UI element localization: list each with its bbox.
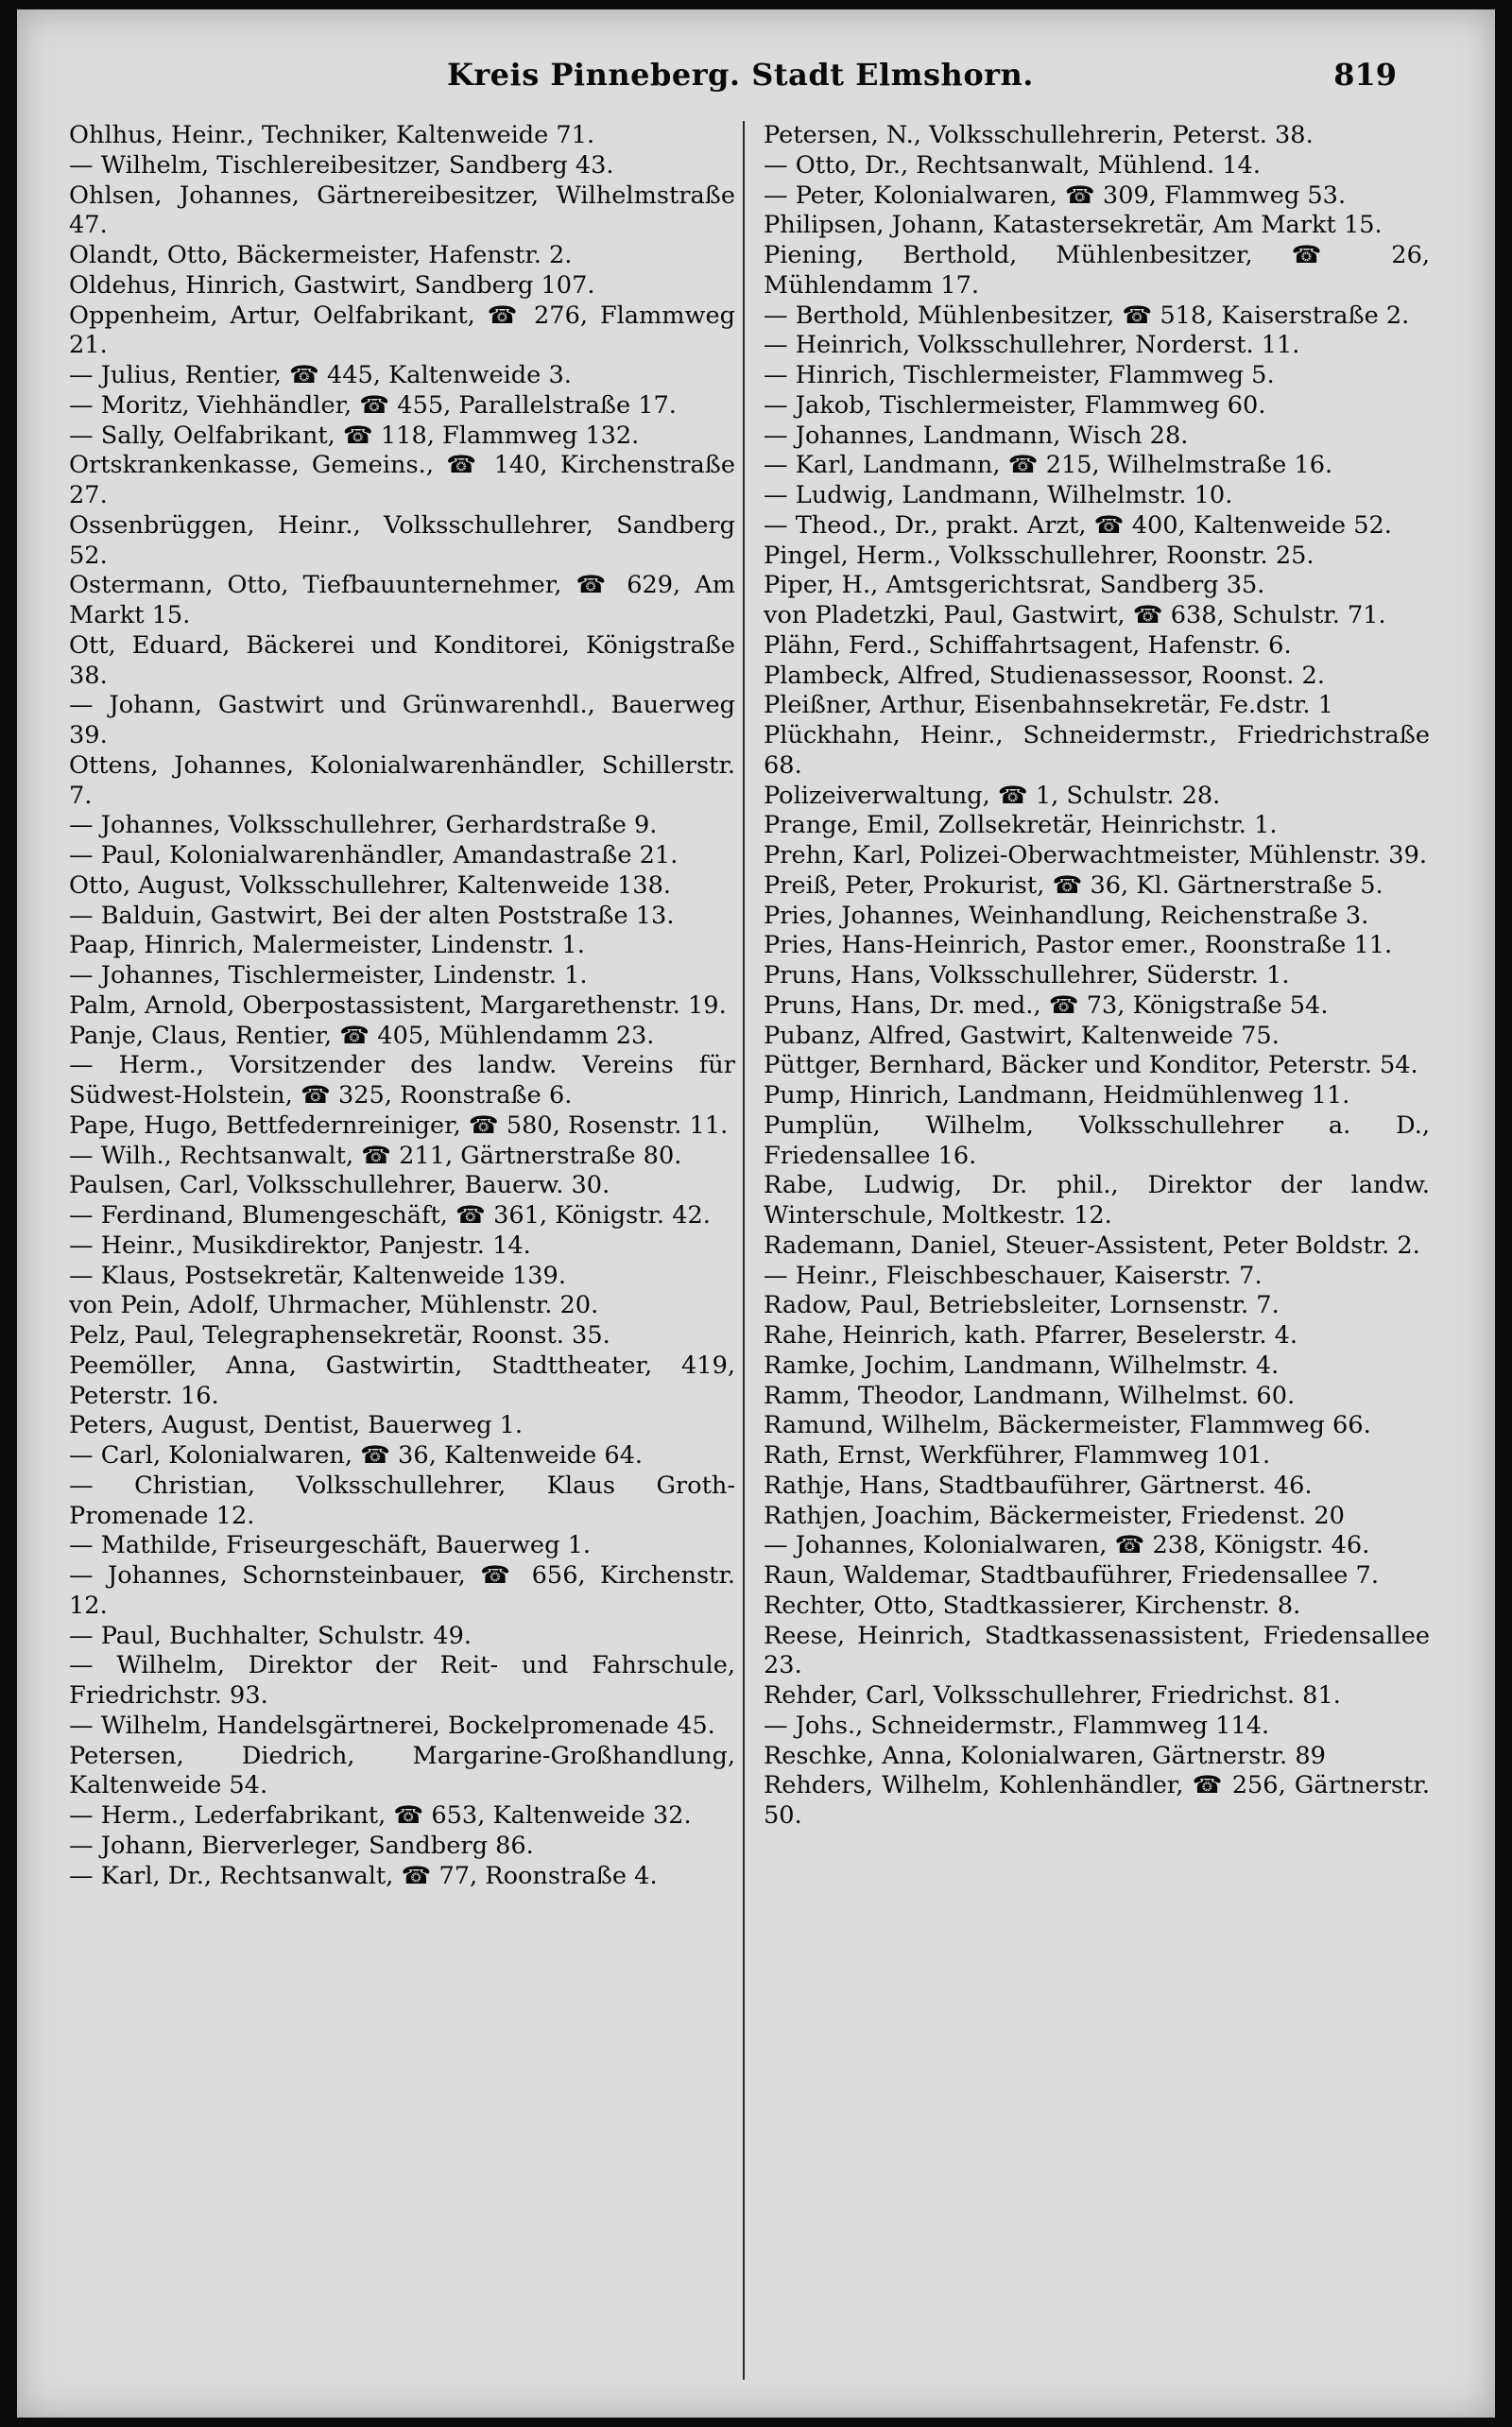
directory-entry: — Heinrich, Volksschullehrer, Norderst. 11.: [764, 331, 1300, 360]
directory-entry: Peemöller, Anna, Gastwirtin, Stadttheater, 419, Peterstr. 16.: [69, 1351, 735, 1410]
directory-entry: von Pladetzki, Paul, Gastwirt, ☎ 638, Schulstr. 71.: [764, 601, 1386, 629]
directory-entry: — Otto, Dr., Rechtsanwalt, Mühlend. 14.: [764, 150, 1261, 180]
page-header: [17, 51, 1495, 100]
directory-entry: — Ferdinand, Blumengeschäft, ☎ 361, Königstr. 42.: [69, 1201, 711, 1230]
directory-entry: — Peter, Kolonialwaren, ☎ 309, Flammweg 53.: [764, 181, 1347, 210]
directory-entry: Petersen, Diedrich, Margarine-Großhandlung, Kaltenweide 54.: [69, 1741, 735, 1800]
directory-entry: Pumplün, Wilhelm, Volksschullehrer a. D., Friedensallee 16.: [764, 1110, 1430, 1170]
directory-entry: Olandt, Otto, Bäckermeister, Hafenstr. 2.: [69, 241, 573, 269]
directory-entry: Peters, August, Dentist, Bauerweg 1.: [69, 1411, 524, 1440]
directory-entry: Otto, August, Volksschullehrer, Kaltenweide 138.: [69, 870, 672, 900]
directory-entry: Ottens, Johannes, Kolonialwarenhändler, Schillerstr. 7.: [69, 750, 735, 810]
directory-entry: Rehders, Wilhelm, Kohlenhändler, ☎ 256, Gärtnerstr. 50.: [764, 1771, 1430, 1830]
directory-entry: — Moritz, Viehhändler, ☎ 455, Parallelstraße 17.: [69, 390, 677, 420]
directory-entry: Plückhahn, Heinr., Schneidermstr., Friedrichstraße 68.: [764, 721, 1430, 780]
directory-entry: Rathjen, Joachim, Bäckermeister, Friedenst. 20: [764, 1501, 1345, 1530]
directory-entry: Pump, Hinrich, Landmann, Heidmühlenweg 11.: [764, 1081, 1350, 1110]
directory-entry: Paulsen, Carl, Volksschullehrer, Bauerw. 30.: [69, 1171, 610, 1200]
directory-entry: — Johannes, Schornsteinbauer, ☎ 656, Kirchenstr. 12.: [69, 1561, 735, 1620]
directory-entry: Petersen, N., Volksschullehrerin, Peterst. 38.: [764, 121, 1314, 149]
directory-entry: — Mathilde, Friseurgeschäft, Bauerweg 1.: [69, 1531, 592, 1560]
directory-entry: Philipsen, Johann, Katastersekretär, Am Markt 15.: [764, 211, 1383, 240]
page-number: 819: [1333, 57, 1397, 93]
directory-entry: — Heinr., Fleischbeschauer, Kaiserstr. 7.: [764, 1261, 1263, 1290]
right-column: [764, 121, 1430, 2389]
directory-entry: — Hinrich, Tischlermeister, Flammweg 5.: [764, 361, 1275, 389]
directory-entry: Pries, Johannes, Weinhandlung, Reichenstraße 3.: [764, 901, 1369, 930]
directory-entry: — Paul, Kolonialwarenhändler, Amandastraße 21.: [69, 841, 679, 869]
directory-entry: — Theod., Dr., prakt. Arzt, ☎ 400, Kaltenweide 52.: [764, 510, 1392, 540]
directory-entry: Plambeck, Alfred, Studienassessor, Roonst. 2.: [764, 661, 1325, 690]
directory-entry: — Ludwig, Landmann, Wilhelmstr. 10.: [764, 481, 1233, 509]
directory-entry: Ostermann, Otto, Tiefbauunternehmer, ☎ 629, Am Markt 15.: [69, 571, 735, 629]
directory-entry: — Johannes, Kolonialwaren, ☎ 238, Königstr. 46.: [764, 1531, 1370, 1560]
directory-entry: Panje, Claus, Rentier, ☎ 405, Mühlendamm 23.: [69, 1021, 655, 1050]
directory-entry: — Wilh., Rechtsanwalt, ☎ 211, Gärtnerstraße 80.: [69, 1141, 682, 1170]
directory-entry: Piper, H., Amtsgerichtsrat, Sandberg 35.: [764, 571, 1265, 600]
directory-entry: Plähn, Ferd., Schiffahrtsagent, Hafenstr. 6.: [764, 630, 1292, 660]
directory-entry: — Carl, Kolonialwaren, ☎ 36, Kaltenweide 64.: [69, 1441, 644, 1470]
directory-entry: Paap, Hinrich, Malermeister, Lindenstr. 1.: [69, 931, 585, 960]
directory-entry: Pruns, Hans, Dr. med., ☎ 73, Königstraße 54.: [764, 990, 1329, 1020]
directory-entry: — Karl, Landmann, ☎ 215, Wilhelmstraße 16.: [764, 451, 1333, 480]
directory-entry: Raun, Waldemar, Stadtbauführer, Friedensallee 7.: [764, 1561, 1379, 1590]
directory-entry: Ortskrankenkasse, Gemeins., ☎ 140, Kirchenstraße 27.: [69, 451, 735, 509]
directory-entry: Rath, Ernst, Werkführer, Flammweg 101.: [764, 1441, 1271, 1470]
directory-entry: Oppenheim, Artur, Oelfabrikant, ☎ 276, Flammweg 21.: [69, 301, 735, 360]
directory-entry: Piening, Berthold, Mühlenbesitzer, ☎ 26, Mühlendamm 17.: [764, 241, 1430, 300]
directory-entry: — Herm., Lederfabrikant, ☎ 653, Kaltenweide 32.: [69, 1801, 692, 1830]
directory-entry: Ramm, Theodor, Landmann, Wilhelmst. 60.: [764, 1381, 1296, 1410]
column-divider: [743, 121, 745, 2380]
directory-entry: Reschke, Anna, Kolonialwaren, Gärtnerstr. 89: [764, 1741, 1326, 1770]
directory-entry: — Johannes, Volksschullehrer, Gerhardstraße 9.: [69, 811, 658, 840]
directory-entry: Prange, Emil, Zollsekretär, Heinrichstr. 1.: [764, 811, 1278, 840]
directory-entry: — Karl, Dr., Rechtsanwalt, ☎ 77, Roonstraße 4.: [69, 1861, 658, 1890]
directory-entry: Palm, Arnold, Oberpostassistent, Margarethenstr. 19.: [69, 990, 727, 1020]
directory-entry: — Wilhelm, Direktor der Reit- und Fahrschule, Friedrichstr. 93.: [69, 1651, 735, 1710]
directory-entry: — Heinr., Musikdirektor, Panjestr. 14.: [69, 1231, 531, 1260]
directory-entry: — Herm., Vorsitzender des landw. Vereins für Südwest-Holstein, ☎ 325, Roonstraße 6.: [69, 1051, 735, 1110]
directory-entry: — Julius, Rentier, ☎ 445, Kaltenweide 3.: [69, 361, 572, 389]
directory-entry: — Klaus, Postsekretär, Kaltenweide 139.: [69, 1261, 566, 1290]
directory-entry: Pape, Hugo, Bettfedernreiniger, ☎ 580, Rosenstr. 11.: [69, 1110, 729, 1140]
directory-entry: Rahe, Heinrich, kath. Pfarrer, Beselerstr. 4.: [764, 1321, 1298, 1350]
directory-entry: Püttger, Bernhard, Bäcker und Konditor, Peterstr. 54.: [764, 1051, 1418, 1080]
directory-entry: — Balduin, Gastwirt, Bei der alten Poststraße 13.: [69, 901, 675, 930]
directory-entry: Pruns, Hans, Volksschullehrer, Süderstr. 1.: [764, 961, 1290, 990]
page-title: Kreis Pinneberg. Stadt Elmshorn.: [447, 57, 1034, 93]
directory-entry: Pries, Hans-Heinrich, Pastor emer., Roonstraße 11.: [764, 931, 1393, 960]
directory-entry: — Jakob, Tischlermeister, Flammweg 60.: [764, 390, 1266, 420]
directory-entry: — Johann, Bierverleger, Sandberg 86.: [69, 1831, 534, 1860]
directory-entry: von Pein, Adolf, Uhrmacher, Mühlenstr. 20.: [69, 1291, 599, 1320]
directory-entry: Radow, Paul, Betriebsleiter, Lornsenstr. 7.: [764, 1291, 1280, 1320]
directory-entry: — Christian, Volksschullehrer, Klaus Groth-Promenade 12.: [69, 1471, 735, 1530]
directory-page: [17, 9, 1495, 2418]
directory-entry: Pingel, Herm., Volksschullehrer, Roonstr. 25.: [764, 541, 1314, 570]
directory-entry: Polizeiverwaltung, ☎ 1, Schulstr. 28.: [764, 781, 1221, 810]
directory-entry: Ossenbrüggen, Heinr., Volksschullehrer, Sandberg 52.: [69, 510, 735, 570]
directory-entry: Pubanz, Alfred, Gastwirt, Kaltenweide 75.: [764, 1021, 1280, 1050]
directory-entry: — Paul, Buchhalter, Schulstr. 49.: [69, 1621, 472, 1650]
directory-entry: Prehn, Karl, Polizei-Oberwachtmeister, Mühlenstr. 39.: [764, 841, 1428, 869]
directory-entry: — Johannes, Landmann, Wisch 28.: [764, 421, 1189, 450]
directory-entry: Reese, Heinrich, Stadtkassenassistent, Friedensallee 23.: [764, 1621, 1430, 1680]
directory-entry: — Johann, Gastwirt und Grünwarenhdl., Bauerweg 39.: [69, 691, 735, 749]
directory-entry: — Wilhelm, Tischlereibesitzer, Sandberg 43.: [69, 150, 614, 180]
directory-entry: — Johs., Schneidermstr., Flammweg 114.: [764, 1711, 1270, 1740]
directory-entry: Rabe, Ludwig, Dr. phil., Direktor der landw. Winterschule, Moltkestr. 12.: [764, 1171, 1430, 1230]
directory-entry: Pelz, Paul, Telegraphensekretär, Roonst. 35.: [69, 1321, 610, 1350]
left-column: [69, 121, 735, 2389]
directory-entry: Preiß, Peter, Prokurist, ☎ 36, Kl. Gärtnerstraße 5.: [764, 870, 1383, 900]
directory-entry: — Johannes, Tischlermeister, Lindenstr. 1.: [69, 961, 588, 990]
directory-entry: — Wilhelm, Handelsgärtnerei, Bockelpromenade 45.: [69, 1711, 715, 1740]
directory-entry: Oldehus, Hinrich, Gastwirt, Sandberg 107.: [69, 270, 595, 300]
directory-entry: Rademann, Daniel, Steuer-Assistent, Peter Boldstr. 2.: [764, 1231, 1420, 1260]
directory-entry: Rechter, Otto, Stadtkassierer, Kirchenstr. 8.: [764, 1591, 1301, 1620]
directory-entry: — Berthold, Mühlenbesitzer, ☎ 518, Kaiserstraße 2.: [764, 301, 1410, 330]
directory-entry: Ohlhus, Heinr., Techniker, Kaltenweide 71.: [69, 121, 595, 149]
directory-entry: Ramke, Jochim, Landmann, Wilhelmstr. 4.: [764, 1351, 1280, 1380]
directory-entry: Rathje, Hans, Stadtbauführer, Gärtnerst. 46.: [764, 1471, 1313, 1500]
directory-entry: Ramund, Wilhelm, Bäckermeister, Flammweg 66.: [764, 1411, 1371, 1440]
directory-entry: Rehder, Carl, Volksschullehrer, Friedrichst. 81.: [764, 1681, 1341, 1710]
directory-entry: Ohlsen, Johannes, Gärtnereibesitzer, Wilhelmstraße 47.: [69, 181, 735, 240]
directory-entry: — Sally, Oelfabrikant, ☎ 118, Flammweg 132.: [69, 421, 640, 450]
directory-entry: Pleißner, Arthur, Eisenbahnsekretär, Fe.dstr. 1: [764, 691, 1333, 720]
directory-entry: Ott, Eduard, Bäckerei und Konditorei, Königstraße 38.: [69, 630, 735, 690]
